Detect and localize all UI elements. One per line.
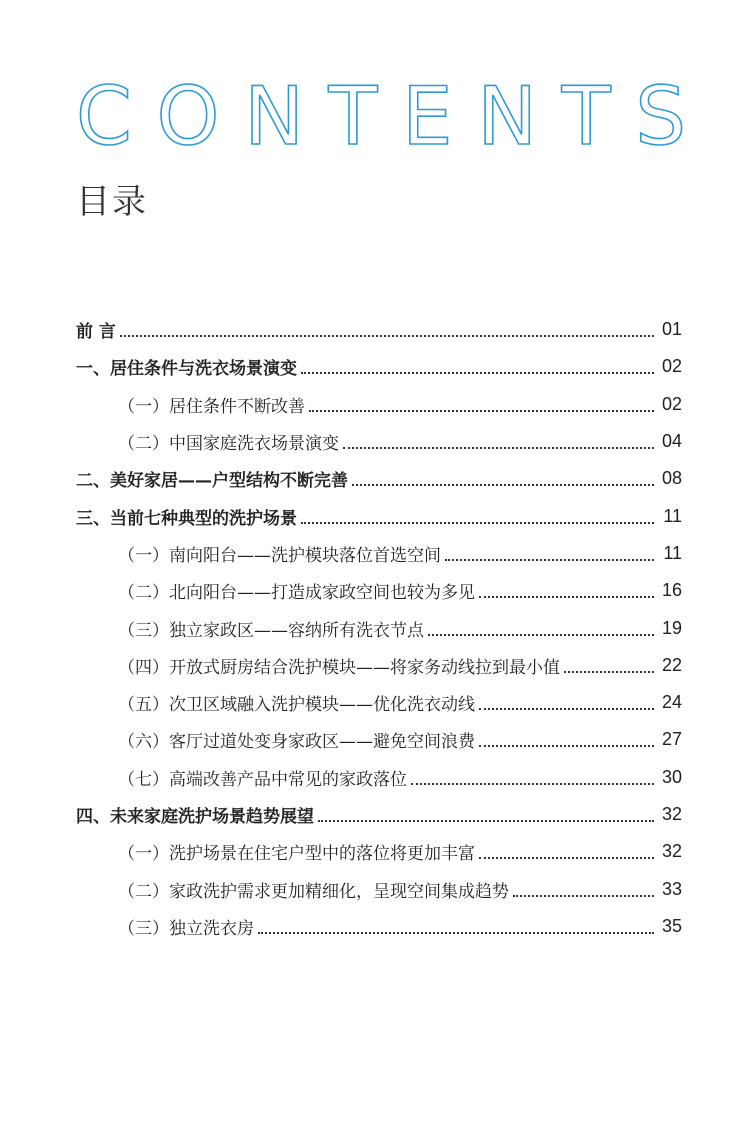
toc-entry-page-number: 11 xyxy=(663,542,682,563)
toc-entry-page-number: 04 xyxy=(661,431,682,452)
toc-entry-title: （二）家政洗护需求更加精细化，呈现空间集成趋势 xyxy=(118,881,509,902)
toc-entry[interactable] xyxy=(76,460,682,497)
toc-entry-page-number: 33 xyxy=(661,878,682,899)
toc-entry-page-number: 08 xyxy=(661,468,682,489)
contents-heading xyxy=(76,72,686,162)
dot-leader xyxy=(445,542,654,561)
toc-entry-title: 四、未来家庭洗护场景趋势展望 xyxy=(76,807,314,827)
dot-leader xyxy=(318,803,654,822)
toc-entry[interactable] xyxy=(76,535,682,572)
dot-leader xyxy=(564,654,654,673)
dot-leader xyxy=(258,915,654,934)
toc-entry-page-number: 01 xyxy=(661,319,682,340)
toc-entry-page-number: 02 xyxy=(661,356,682,377)
table-of-contents xyxy=(76,311,682,945)
toc-entry[interactable] xyxy=(76,833,682,870)
toc-entry-title: （一）南向阳台——洗护模块落位首选空间 xyxy=(118,545,441,566)
toc-entry[interactable] xyxy=(76,908,682,945)
dot-leader xyxy=(411,766,654,785)
toc-entry-page-number: 24 xyxy=(661,692,682,713)
toc-entry-title: （七）高端改善产品中常见的家政落位 xyxy=(118,769,407,790)
toc-entry-title: （一）居住条件不断改善 xyxy=(118,396,305,417)
dot-leader xyxy=(301,505,654,524)
dot-leader xyxy=(479,579,654,598)
dot-leader xyxy=(479,728,654,747)
toc-entry[interactable] xyxy=(76,609,682,646)
toc-entry-title: （一）洗护场景在住宅户型中的落位将更加丰富 xyxy=(118,844,475,865)
toc-entry-title: 二、美好家居——户型结构不断完善 xyxy=(76,471,348,492)
contents-letter: T xyxy=(328,70,378,163)
toc-entry[interactable] xyxy=(76,870,682,907)
toc-entry-page-number: 22 xyxy=(661,654,682,675)
toc-entry-title: （六）客厅过道处变身家政区——避免空间浪费 xyxy=(118,732,475,753)
toc-entry-title: （四）开放式厨房结合洗护模块——将家务动线拉到最小值 xyxy=(118,657,560,678)
toc-entry[interactable] xyxy=(76,721,682,758)
toc-entry[interactable] xyxy=(76,647,682,684)
toc-entry-page-number: 27 xyxy=(661,729,682,750)
toc-entry-title: （二）北向阳台——打造成家政空间也较为多见 xyxy=(118,583,475,604)
toc-entry[interactable] xyxy=(76,572,682,609)
toc-entry[interactable] xyxy=(76,348,682,385)
contents-letter: S xyxy=(635,70,686,163)
toc-entry-page-number: 11 xyxy=(663,505,682,526)
toc-entry[interactable] xyxy=(76,684,682,721)
toc-entry[interactable] xyxy=(76,497,682,534)
dot-leader xyxy=(343,430,654,449)
toc-entry-page-number: 32 xyxy=(661,841,682,862)
dot-leader xyxy=(352,467,654,486)
toc-entry-title: （二）中国家庭洗衣场景演变 xyxy=(118,434,339,455)
toc-entry-page-number: 16 xyxy=(661,580,682,601)
contents-letter: O xyxy=(156,70,220,163)
toc-entry-title: 三、当前七种典型的洗护场景 xyxy=(76,508,297,529)
page-subtitle: 目录 xyxy=(76,182,148,222)
toc-entry-title: 一、居住条件与洗衣场景演变 xyxy=(76,359,297,380)
toc-entry-title: （三）独立洗衣房 xyxy=(118,918,254,939)
toc-entry[interactable] xyxy=(76,311,682,348)
toc-entry-title: 前 言 xyxy=(76,322,116,343)
dot-leader xyxy=(120,318,654,337)
dot-leader xyxy=(301,355,654,374)
contents-letter: C xyxy=(76,70,132,163)
contents-letter: T xyxy=(561,70,611,163)
toc-entry[interactable] xyxy=(76,759,682,796)
toc-entry-page-number: 32 xyxy=(661,804,682,824)
dot-leader xyxy=(513,878,654,897)
toc-entry-page-number: 02 xyxy=(661,393,682,414)
toc-entry-title: （三）独立家政区——容纳所有洗衣节点 xyxy=(118,620,424,641)
toc-entry-page-number: 19 xyxy=(661,617,682,638)
dot-leader xyxy=(479,691,654,710)
contents-letter: N xyxy=(477,70,538,163)
contents-letter: N xyxy=(244,70,304,163)
dot-leader xyxy=(479,840,654,859)
dot-leader xyxy=(309,393,654,412)
contents-letter: E xyxy=(402,70,453,163)
toc-entry[interactable] xyxy=(76,386,682,423)
toc-entry-page-number: 30 xyxy=(661,766,682,787)
dot-leader xyxy=(428,617,654,636)
toc-entry[interactable] xyxy=(76,796,682,833)
toc-entry-page-number: 35 xyxy=(661,915,682,936)
toc-entry[interactable] xyxy=(76,423,682,460)
toc-entry-title: （五）次卫区域融入洗护模块——优化洗衣动线 xyxy=(118,695,475,716)
